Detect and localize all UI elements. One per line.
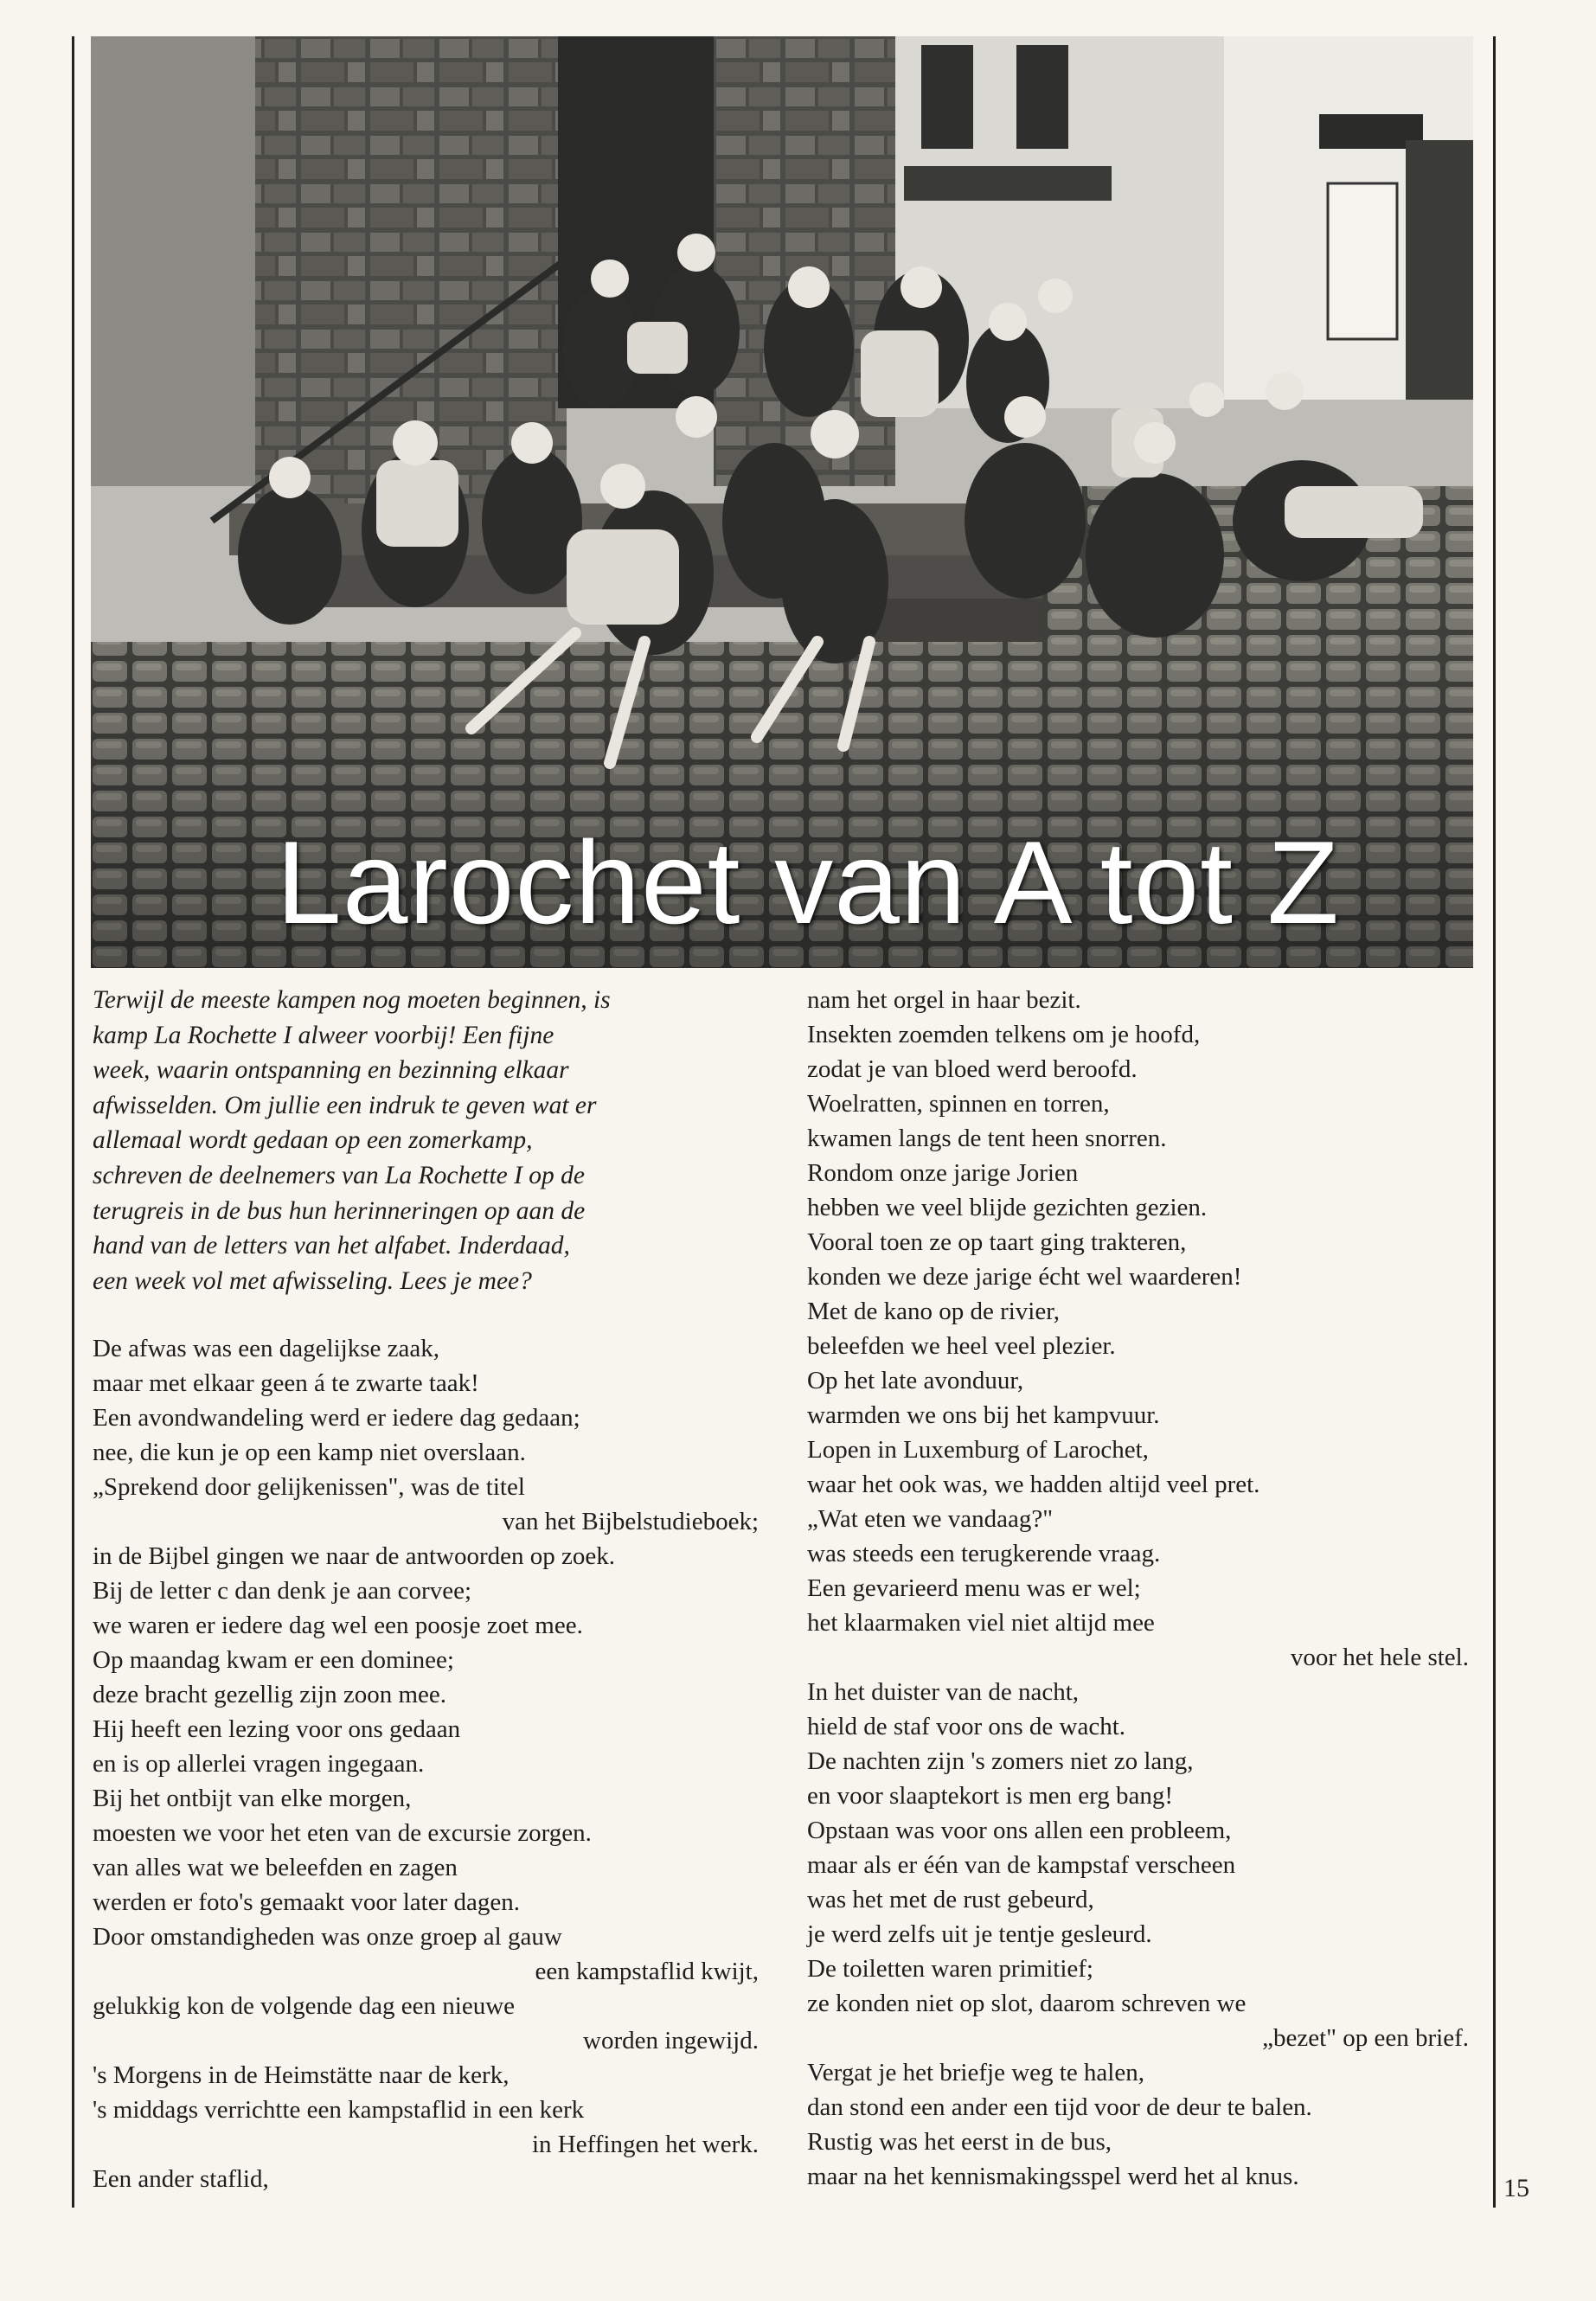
poem-line: het klaarmaken viel niet altijd mee — [807, 1609, 1155, 1637]
poem-line: van het Bijbelstudieboek; — [502, 1508, 759, 1536]
poem-line: je werd zelfs uit je tentje gesleurd. — [807, 1920, 1152, 1948]
poem-line: voor het hele stel. — [1290, 1644, 1469, 1671]
poem-line: nam het orgel in haar bezit. — [807, 986, 1081, 1014]
poem-line: nee, die kun je op een kamp niet overslaan. — [93, 1439, 526, 1467]
poem-line: werden er foto's gemaakt voor later dagen. — [93, 1888, 520, 1917]
poem-line: moesten we voor het eten van de excursie zorgen. — [93, 1819, 592, 1848]
poem-line: van alles wat we beleefden en zagen — [93, 1854, 458, 1882]
left-column-rule — [72, 36, 74, 2208]
poem-line: Een gevarieerd menu was er wel; — [807, 1574, 1141, 1602]
poem-line: waar het ook was, we hadden altijd veel pret. — [807, 1471, 1260, 1498]
intro-line: kamp La Rochette I alweer voorbij! Een fijne — [93, 1021, 554, 1049]
poem-line: De afwas was een dagelijkse zaak, — [93, 1335, 439, 1363]
poem-line: Insekten zoemden telkens om je hoofd, — [807, 1021, 1201, 1048]
poem-line: in de Bijbel gingen we naar de antwoorden op zoek. — [93, 1542, 615, 1571]
poem-line: hebben we veel blijde gezichten gezien. — [807, 1194, 1208, 1221]
poem-line: gelukkig kon de volgende dag een nieuwe — [93, 1992, 516, 2021]
poem-line: ze konden niet op slot, daarom schreven we — [807, 1990, 1247, 2017]
left-column — [93, 983, 759, 2196]
poem-line: Hij heeft een lezing voor ons gedaan — [93, 1715, 461, 1744]
poem-line: Bij de letter c dan denk je aan corvee; — [93, 1577, 472, 1606]
poem-line: maar met elkaar geen á te zwarte taak! — [93, 1369, 479, 1398]
poem-line: Door omstandigheden was onze groep al gauw — [93, 1923, 562, 1952]
poem-line: Een avondwandeling werd er iedere dag gedaan; — [93, 1404, 580, 1433]
poem-line: Op maandag kwam er een dominee; — [93, 1646, 454, 1675]
poem-line: De nachten zijn 's zomers niet zo lang, — [807, 1747, 1194, 1775]
poem-line: was steeds een terugkerende vraag. — [807, 1540, 1161, 1567]
page-number: 15 — [1503, 2174, 1529, 2202]
poem-line: en is op allerlei vragen ingegaan. — [93, 1750, 425, 1779]
poem-line: we waren er iedere dag wel een poosje zoet mee. — [93, 1612, 583, 1640]
right-page-rule — [1493, 36, 1496, 2208]
poem-line: warmden we ons bij het kampvuur. — [807, 1401, 1160, 1429]
poem-line: deze bracht gezellig zijn zoon mee. — [93, 1681, 447, 1709]
poem-line: en voor slaaptekort is men erg bang! — [807, 1782, 1174, 1810]
group-photo — [91, 36, 1473, 968]
intro-line: Terwijl de meeste kampen nog moeten beginnen, is — [93, 986, 611, 1014]
poem-line: dan stond een ander een tijd voor de deur te balen. — [807, 2093, 1312, 2121]
poem-line: Lopen in Luxemburg of Larochet, — [807, 1436, 1149, 1464]
poem-line: beleefden we heel veel plezier. — [807, 1332, 1116, 1360]
poem-line: Op het late avonduur, — [807, 1367, 1024, 1394]
page-title: Larochet van A tot Z — [276, 817, 1340, 948]
poem-line: „bezet" op een brief. — [1262, 2024, 1469, 2052]
poem-line: in Heffingen het werk. — [532, 2131, 759, 2159]
poem-right — [807, 983, 1469, 2194]
poem-line: De toiletten waren primitief; — [807, 1955, 1093, 1983]
poem-line: „Wat eten we vandaag?" — [807, 1505, 1054, 1533]
poem-line: maar na het kennismakingsspel werd het al knus. — [807, 2163, 1299, 2190]
poem-line: 's middags verrichtte een kampstaflid in een kerk — [93, 2096, 585, 2125]
poem-line: was het met de rust gebeurd, — [807, 1886, 1094, 1913]
intro-line: week, waarin ontspanning en bezinning elkaar — [93, 1056, 569, 1085]
poem-line: Woelratten, spinnen en torren, — [807, 1090, 1110, 1118]
poem-left — [93, 1331, 759, 2196]
intro-line: een week vol met afwisseling. Lees je mee? — [93, 1266, 532, 1295]
poem-line: een kampstaflid kwijt, — [535, 1958, 759, 1986]
right-column — [807, 983, 1469, 2194]
poem-line: Een ander staflid, — [93, 2165, 269, 2194]
intro-line: schreven de deelnemers van La Rochette I op de — [93, 1161, 586, 1189]
poem-line: Bij het ontbijt van elke morgen, — [93, 1785, 412, 1813]
poem-line: Rondom onze jarige Jorien — [807, 1159, 1079, 1187]
poem-line: zodat je van bloed werd beroofd. — [807, 1055, 1138, 1083]
intro-line: terugreis in de bus hun herinneringen op aan de — [93, 1196, 586, 1225]
poem-line: Vergat je het briefje weg te halen, — [807, 2059, 1144, 2086]
poem-line: Vooral toen ze op taart ging trakteren, — [807, 1228, 1187, 1256]
poem-line: 's Morgens in de Heimstätte naar de kerk, — [93, 2061, 510, 2090]
intro-line: hand van de letters van het alfabet. Inderdaad, — [93, 1232, 570, 1260]
poem-line: kwamen langs de tent heen snorren. — [807, 1125, 1167, 1152]
poem-line: In het duister van de nacht, — [807, 1678, 1080, 1706]
poem-line: konden we deze jarige écht wel waarderen! — [807, 1263, 1242, 1291]
poem-line: hield de staf voor ons de wacht. — [807, 1713, 1126, 1740]
poem-line: maar als er één van de kampstaf verscheen — [807, 1851, 1236, 1879]
poem-line: worden ingewijd. — [583, 2027, 759, 2055]
poem-line: „Sprekend door gelijkenissen", was de titel — [93, 1473, 525, 1502]
poem-line: Rustig was het eerst in de bus, — [807, 2128, 1112, 2156]
intro-line: afwisselden. Om jullie een indruk te geven wat er — [93, 1091, 597, 1119]
poem-line: Opstaan was voor ons allen een probleem, — [807, 1817, 1232, 1844]
intro-line: allemaal wordt gedaan op een zomerkamp, — [93, 1126, 533, 1155]
intro-paragraph — [93, 983, 759, 1298]
poem-line: Met de kano op de rivier, — [807, 1298, 1060, 1325]
